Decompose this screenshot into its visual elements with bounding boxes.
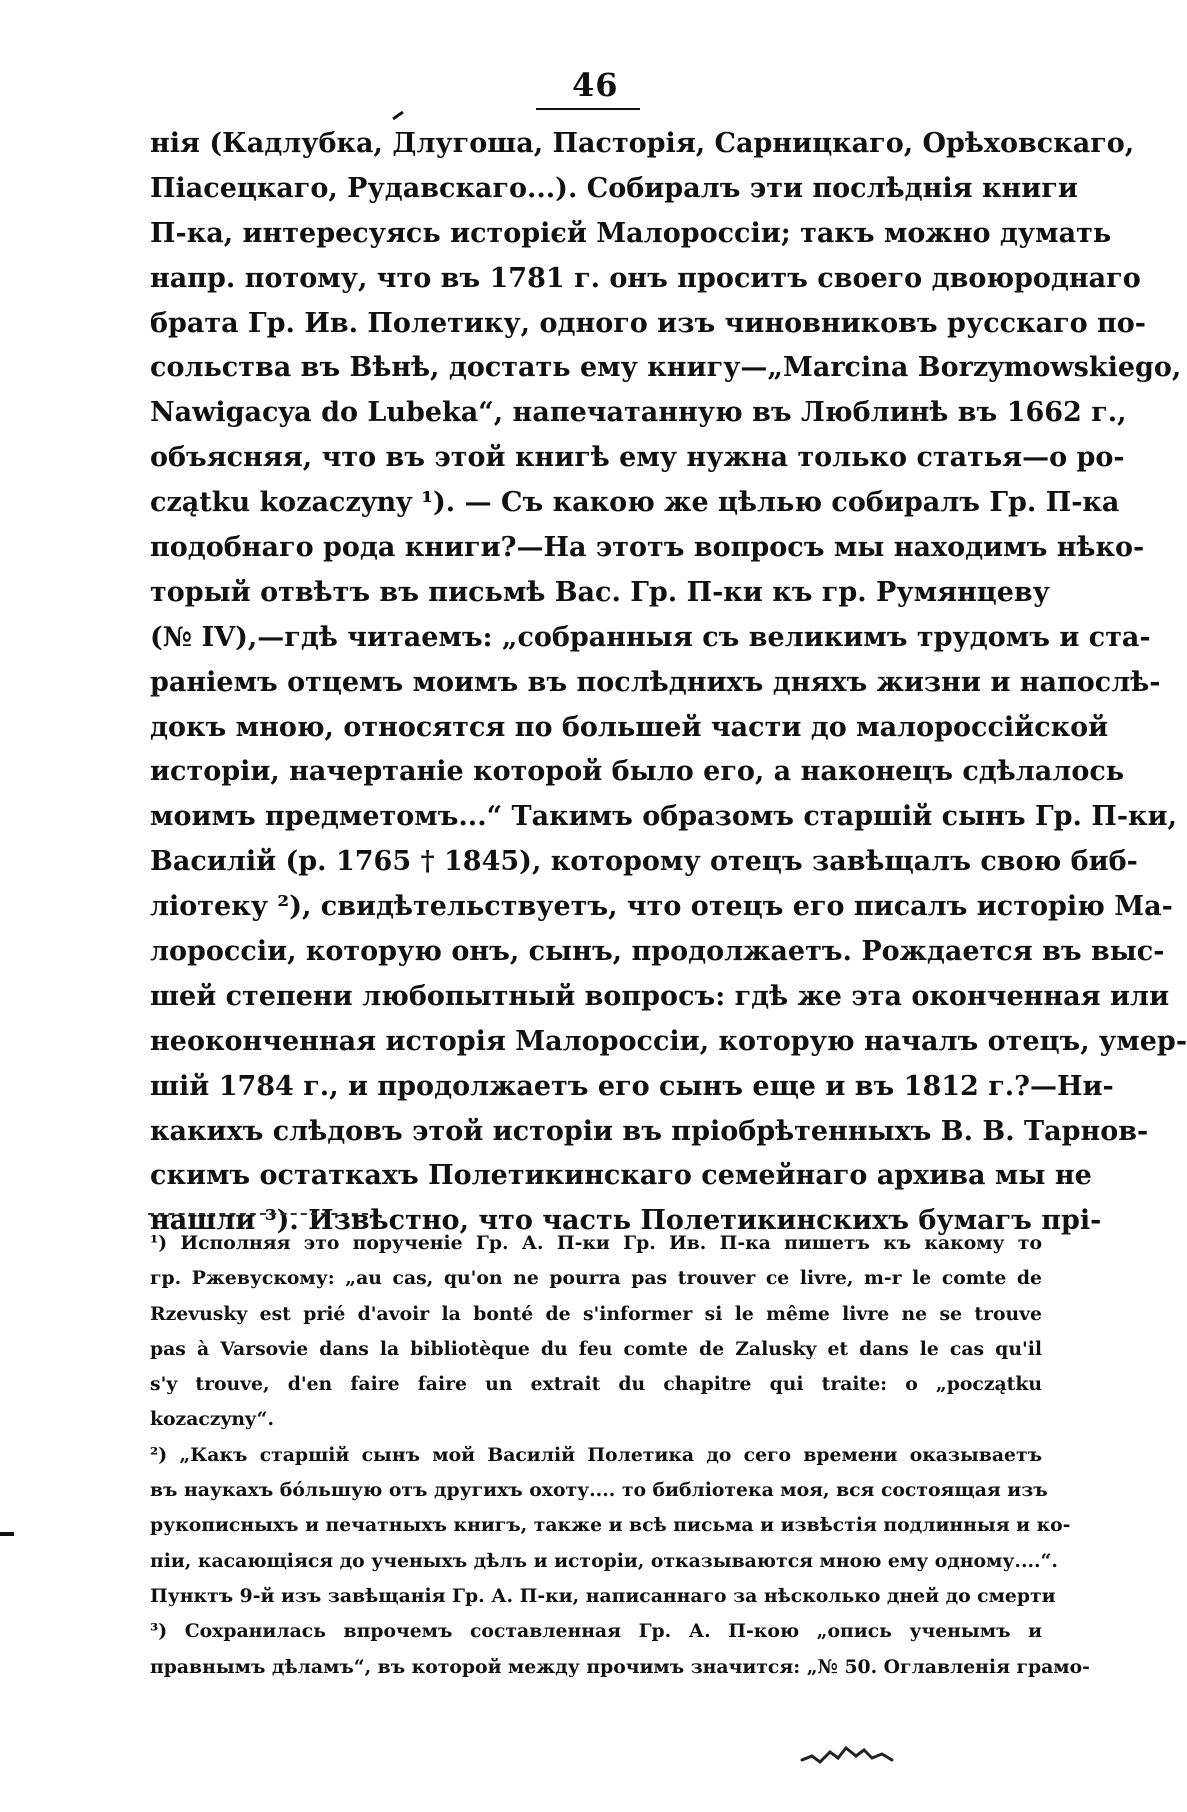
text-line: czątku kozaczyny ¹). — Съ какою же цѣлью собиралъ Гр. П-ка [150,487,1120,519]
footnote-line: гр. Ржевускому: „au cas, qu'on ne pourra pas trouver ce livre, m-r le comte de [150,1267,1042,1290]
text-line: брата Гр. Ив. Полетику, одного изъ чиновниковъ русскаго по- [150,307,1147,339]
text-line: П-ка, интересуясь исторієй Малороссіи; такъ можно думать [150,217,1112,249]
footnote-line: pas à Varsovie dans la bibliotèque du feu comte de Zalusky et dans le cas qu'il [150,1337,1042,1360]
text-line: какихъ слѣдовъ этой исторіи въ пріобрѣтенныхъ В. В. Тарнов- [150,1115,1149,1147]
footnote-line: рукописныхъ и печатныхъ книгъ, также и всѣ письма и извѣстія подлинныя и ко- [150,1514,1071,1537]
text-line: исторіи, начертаніе которой было его, а наконецъ сдѣлалось [150,756,1125,788]
text-line: шей степени любопытный вопросъ: гдѣ же эта оконченная или [150,980,1170,1012]
footnote-line: Пунктъ 9-й изъ завѣщанія Гр. А. П-ки, написаннаго за нѣсколько дней до смерти [150,1584,1056,1607]
footnote-line: ³) Сохранилась впрочемъ составленная Гр. А. П-кою „опись ученымъ и [150,1620,1042,1643]
text-line: нія (Кадлубка, Длугоша, Пасторія, Сарницкаго, Орѣховскаго, [150,128,1135,159]
text-line: Василій (р. 1765 † 1845), которому отецъ завѣщалъ свою биб- [150,846,1138,878]
text-line: (№ IV),—гдѣ читаемъ: „собранныя съ великимъ трудомъ и ста- [150,621,1151,653]
footnote-line: kozaczyny“. [150,1408,274,1431]
text-line: торый отвѣтъ въ письмѣ Вас. Гр. П-ки къ гр. Румянцеву [150,576,1050,608]
text-line: неоконченная исторія Малороссіи, которую началъ отецъ, умер- [150,1025,1187,1057]
footnote-line: въ наукахъ бóльшую отъ другихъ охоту.... то библіотека моя, вся состоящая изъ [150,1479,1048,1502]
margin-mark [0,1532,14,1536]
main-text [150,122,1187,1244]
text-line: лороссіи, которую онъ, сынъ, продолжаетъ. Рождается въ выс- [150,936,1165,968]
text-line: ліотеку ²), свидѣтельствуетъ, что отецъ его писалъ исторію Ма- [150,891,1173,923]
footnote-line: s'y trouve, d'en faire faire un extrait du chapitre qui traite: o „początku [150,1373,1042,1396]
accent-mark [392,111,404,120]
text-line: сольства въ Вѣнѣ, достать ему книгу—„Marcina Borzymowskiego, [150,352,1182,384]
footnote-separator [148,1213,368,1215]
text-line: скимъ остаткахъ Полетикинскаго семейнаго архива мы не [150,1160,1092,1192]
footnote-line: ²) „Какъ старшій сынъ мой Василій Полетика до сего времени оказываетъ [150,1443,1042,1466]
text-line: нашли ³). Извѣстно, что часть Полетикинскихъ бумагъ прі- [150,1205,1102,1237]
text-line: раніемъ отцемъ моимъ въ послѣднихъ дняхъ жизни и напослѣ- [150,666,1161,698]
text-line: напр. потому, что въ 1781 г. онъ проситъ своего двоюроднаго [150,262,1141,294]
text-line: Піасецкаго, Рудавскаго...). Собиралъ эти послѣднія книги [150,172,1078,204]
footnote-line: ¹) Исполняя это порученіе Гр. А. П-ки Гр. Ив. П-ка пишетъ къ какому то [150,1232,1042,1254]
text-line: Nawigacya do Lubeka“, напечатанную въ Люблинѣ въ 1662 г., [150,397,1127,429]
text-line: моимъ предметомъ...“ Такимъ образомъ старшій сынъ Гр. П-ки, [150,801,1177,833]
page-number: 46 [572,66,619,104]
footnote-line: правнымъ дѣламъ“, въ которой между прочимъ значится: „№ 50. Оглавленія грамо- [150,1655,1090,1678]
text-line: подобнаго рода книги?—На этотъ вопросъ мы находимъ нѣко- [150,532,1145,564]
footnote-line: Rzevusky est prié d'avoir la bonté de s'informer si le même livre ne se trouve [150,1302,1042,1325]
text-line: шій 1784 г., и продолжаетъ его сынъ еще и въ 1812 г.?—Ни- [150,1070,1114,1102]
footnote-line: піи, касающіяся до ученыхъ дѣлъ и исторіи, отказываются мною ему одному....“. [150,1549,1058,1572]
page-number-rule [536,108,640,110]
footnotes [150,1226,1090,1685]
ink-scribble [800,1738,900,1768]
text-line: докъ мною, относятся по большей части до малороссійской [150,711,1109,743]
text-line: объясняя, что въ этой книгѣ ему нужна только статья—о ро- [150,442,1125,474]
